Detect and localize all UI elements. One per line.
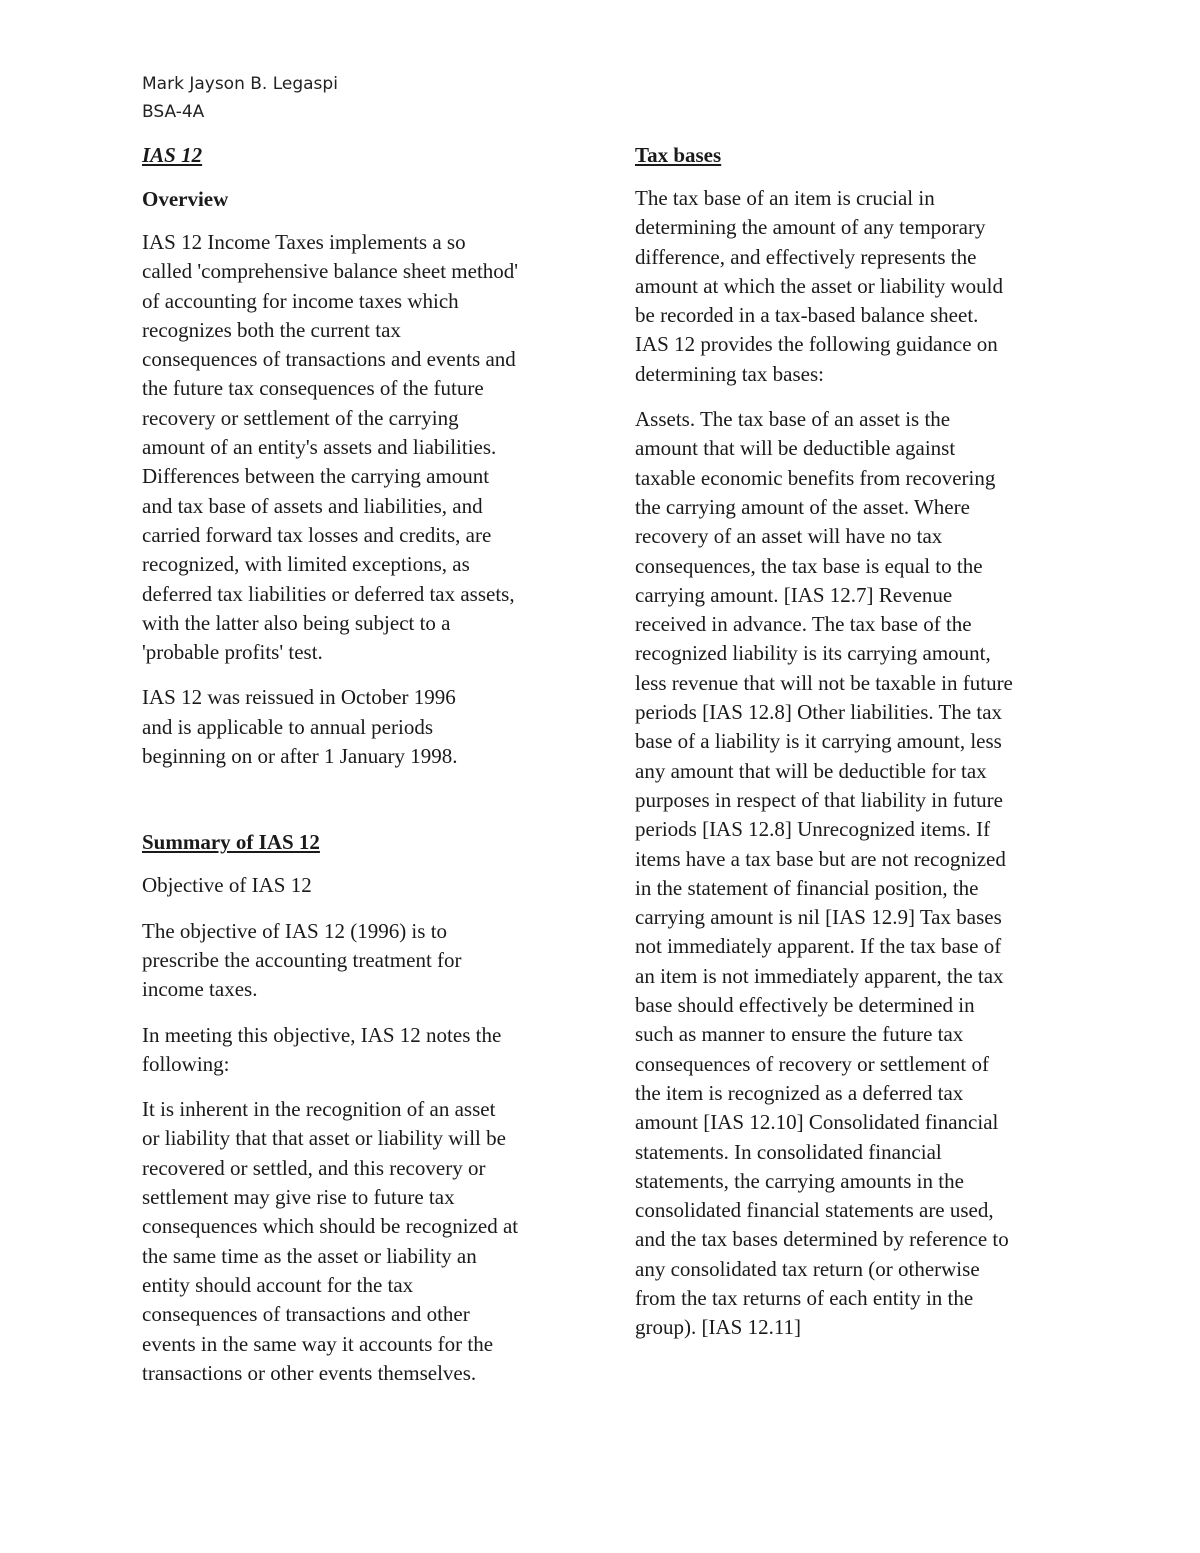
- section-spacer: [142, 787, 572, 827]
- document-title: IAS 12: [142, 143, 203, 167]
- summary-heading: Summary of IAS 12: [142, 830, 320, 855]
- author-header: [142, 70, 338, 126]
- tax-bases-paragraph-1: The tax base of an item is crucial in determining the amount of any temporary difference, and effectively represents the amount at which the asset or liability would be recorded in a tax-based balance sheet. IAS 12 provides the following guidance on determining tax bases:: [635, 186, 1004, 386]
- tax-bases-heading: Tax bases: [635, 143, 722, 167]
- objective-heading: Objective of IAS 12: [142, 873, 312, 898]
- left-column: [142, 140, 572, 1404]
- tax-bases-paragraph-2: Assets. The tax base of an asset is the amount that will be deductible against taxable economic benefits from recovering the carrying amount of the asset. Where recovery of an asset will have no tax consequences, the tax base is equal to the carrying amount. [IAS 12.7] Revenue received in advance. The tax base of the recognized liability is its carrying amount, less revenue that will not be taxable in future periods [IAS 12.8] Other liabilities. The tax base of a liability is it carrying amount, less any amount that will be deductible for tax purposes in respect of that liability in future periods [IAS 12.8] Unrecognized items. If items have a tax base but are not recognized in the statement of financial position, the carrying amount is nil [IAS 12.9] Tax bases not immediately apparent. If the tax base of an item is not immediately apparent, the tax base should effectively be determined in such as manner to ensure the future tax consequences of recovery or settlement of the item is recognized as a deferred tax amount [IAS 12.10] Consolidated financial statements. In consolidated financial statements, the carrying amounts in the consolidated financial statements are used, and the tax bases determined by reference to any consolidated tax return (or otherwise from the tax returns of each entity in the group). [IAS 12.11]: [635, 407, 1013, 1340]
- overview-paragraph-1: IAS 12 Income Taxes implements a so called 'comprehensive balance sheet method' of accounting for income taxes which recognizes both the current tax consequences of transactions and events and the future tax consequences of the future recovery or settlement of the carrying amount of an entity's assets and liabilities. Differences between the carrying amount and tax base of assets and liabilities, and carried forward tax losses and credits, are recognized, with limited exceptions, as deferred tax liabilities or deferred tax assets, with the latter also being subject to a 'probable profits' test.: [142, 230, 519, 665]
- author-section: BSA-4A: [142, 102, 205, 122]
- objective-paragraph-3: It is inherent in the recognition of an asset or liability that that asset or liability will be recovered or settled, and this recovery or settlement may give rise to future tax consequences which should be recognized at the same time as the asset or liability an entity should account for the tax consequences of transactions and other events in the same way it accounts for the transactions or other events themselves.: [142, 1097, 519, 1385]
- overview-paragraph-2: IAS 12 was reissued in October 1996 and is applicable to annual periods beginning on or after 1 January 1998.: [142, 685, 458, 769]
- objective-paragraph-2: In meeting this objective, IAS 12 notes the following:: [142, 1022, 502, 1076]
- objective-paragraph-1: The objective of IAS 12 (1996) is to prescribe the accounting treatment for income taxes.: [142, 918, 462, 1002]
- overview-heading: Overview: [142, 187, 229, 211]
- author-name: Mark Jayson B. Legaspi: [142, 74, 338, 94]
- right-column: [635, 140, 1065, 1359]
